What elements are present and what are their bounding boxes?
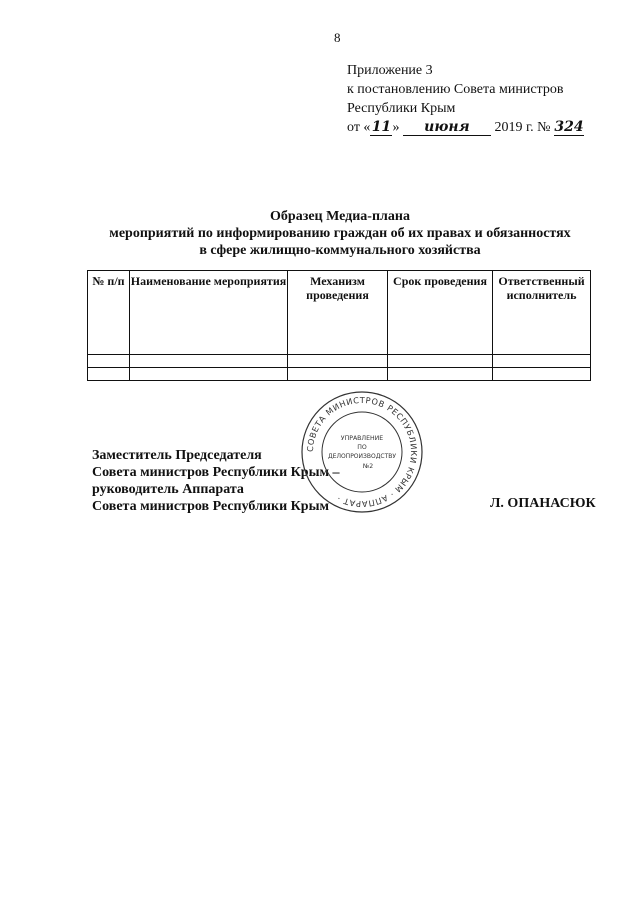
table-row [88, 368, 591, 381]
handwritten-number: 324 [554, 119, 584, 135]
stamp-ring-textpath: СОВЕТА МИНИСТРОВ РЕСПУБЛИКИ КРЫМ · АППАРАТ · [304, 394, 420, 510]
media-plan-table [87, 270, 591, 381]
table-cell [288, 355, 388, 368]
table-cell [493, 368, 591, 381]
table-cell [130, 355, 288, 368]
table-cell [88, 355, 130, 368]
appendix-resolution: к постановлению Совета министров [347, 82, 564, 97]
handwritten-day: 11 [371, 119, 392, 135]
appendix-title: Приложение 3 [347, 63, 433, 78]
table-cell [388, 368, 493, 381]
appendix-date-line [347, 118, 584, 137]
date-mid: » [392, 120, 400, 135]
document-title [40, 208, 640, 259]
signer-name: Л. ОПАНАСЮК [490, 496, 596, 511]
stamp-line-3: ДЕЛОПРОИЗВОДСТВУ [327, 453, 397, 460]
signer-title-2: Совета министров Республики Крым – [92, 465, 340, 480]
title-line-2: мероприятий по информированию граждан об их правах и обязанностях [109, 226, 571, 241]
table-cell [130, 368, 288, 381]
table-cell [288, 368, 388, 381]
signer-title-1: Заместитель Председателя [92, 448, 262, 463]
table-row [88, 355, 591, 368]
header-mechanism: Механизм проведения [288, 271, 388, 355]
appendix-republic: Республики Крым [347, 101, 456, 116]
signer-title-3: руководитель Аппарата [92, 482, 244, 497]
table-cell [493, 355, 591, 368]
stamp-line-4: №2 [362, 463, 374, 470]
stamp-outer-ring [302, 392, 422, 512]
appendix-header [347, 61, 584, 137]
header-deadline: Срок проведения [388, 271, 493, 355]
header-event-name: Наименование мероприятия [130, 271, 288, 355]
header-responsible: Ответственный исполнитель [493, 271, 591, 355]
official-stamp [300, 390, 424, 514]
title-line-1: Образец Медиа-плана [270, 209, 410, 224]
table-header-row [88, 271, 591, 355]
page-number: 8 [334, 30, 341, 45]
table-cell [388, 355, 493, 368]
stamp-line-1: УПРАВЛЕНИЕ [340, 435, 384, 442]
stamp-line-2: ПО [357, 444, 367, 451]
header-number: № п/п [88, 271, 130, 355]
table-cell [88, 368, 130, 381]
title-line-3: в сфере жилищно-коммунального хозяйства [199, 243, 481, 258]
date-prefix: от « [347, 120, 371, 135]
stamp-inner-ring [322, 412, 402, 492]
signer-title-4: Совета министров Республики Крым [92, 499, 330, 514]
handwritten-month: июня [403, 120, 491, 136]
date-year: 2019 г. № [494, 120, 551, 135]
